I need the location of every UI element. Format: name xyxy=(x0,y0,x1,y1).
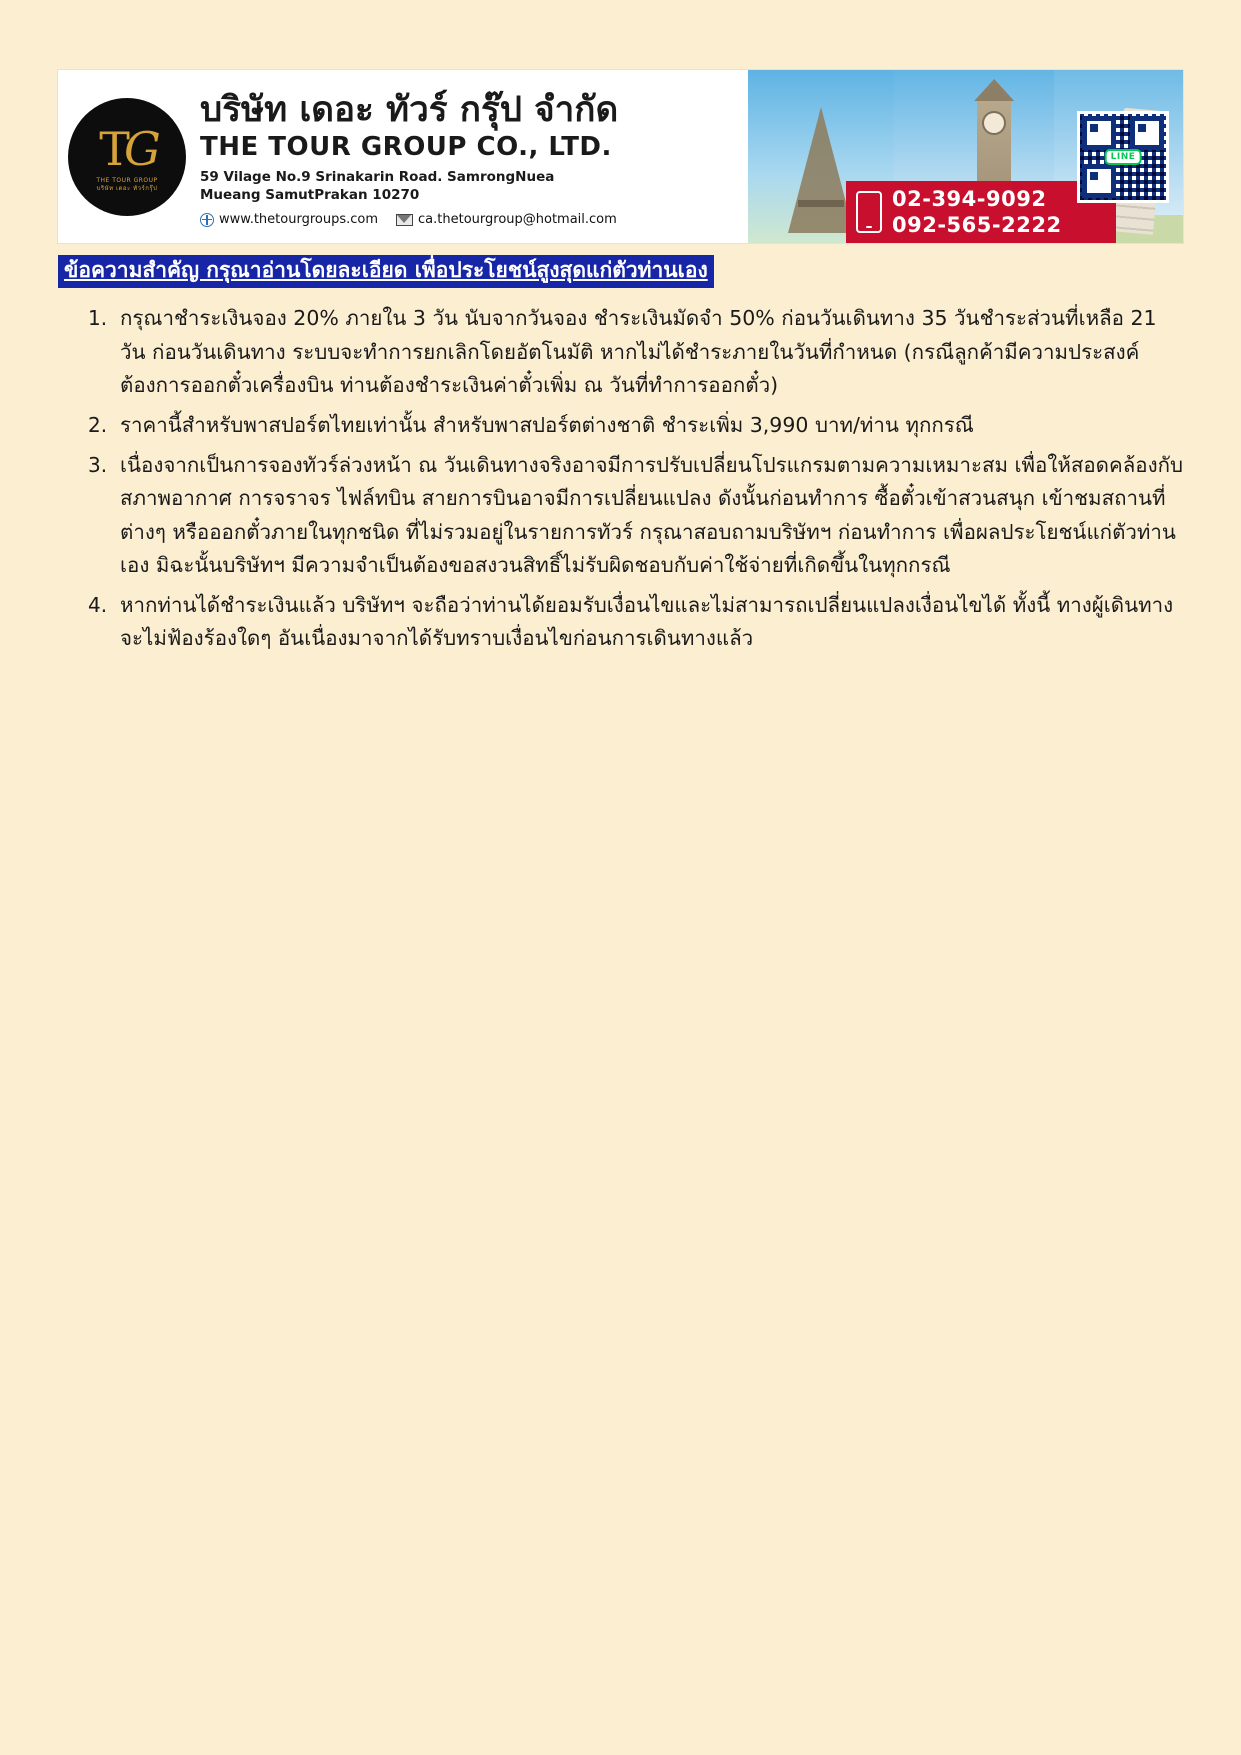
company-name-thai: บริษัท เดอะ ทัวร์ กรุ๊ป จำกัด xyxy=(200,89,619,130)
company-identity-block xyxy=(58,70,748,243)
logo-subtext-th: บริษัท เดอะ ทัวร์กรุ๊ป xyxy=(96,185,158,192)
logo-subtext-en: THE TOUR GROUP xyxy=(96,176,158,184)
line-qr-code[interactable] xyxy=(1077,111,1169,203)
company-contact-row xyxy=(200,212,618,227)
notice-title: ข้อความสำคัญ กรุณาอ่านโดยละเอียด เพื่อประโยชน์สูงสุดแก่ตัวท่านเอง xyxy=(58,255,714,288)
qr-code-pattern xyxy=(1080,114,1166,200)
company-logo xyxy=(68,98,186,216)
list-item: กรุณาชำระเงินจอง 20% ภายใน 3 วัน นับจากวันจอง ชำระเงินมัดจำ 50% ก่อนวันเดินทาง 35 วันชำระส่วนที่เหลือ 21 วัน ก่อนวันเดินทาง ระบบจะทำการยกเลิกโดยอัตโนมัติ หากไม่ได้ชำระภายในวันที่กำหนด (กรณีลูกค้ามีความประสงค์ต้องการออกตั๋วเครื่องบิน ท่านต้องชำระเงินค่าตั๋วเพิ่ม ณ วันที่ทำการออกตั๋ว) xyxy=(120,306,1157,397)
line-badge-label: LINE xyxy=(1105,149,1142,165)
company-website[interactable]: www.thetourgroups.com xyxy=(219,212,379,228)
globe-icon xyxy=(200,213,214,227)
company-text-block xyxy=(200,86,618,228)
qr-eye-bottom-left xyxy=(1082,164,1116,198)
logo-monogram: TG xyxy=(99,121,155,176)
logo-subtext xyxy=(96,177,157,193)
qr-eye-top-left xyxy=(1082,116,1116,150)
company-address-line2: Mueang SamutPrakan 10270 xyxy=(200,187,420,204)
list-item: หากท่านได้ชำระเงินแล้ว บริษัทฯ จะถือว่าท่านได้ยอมรับเงื่อนไขและไม่สามารถเปลี่ยนแปลงเงื่อนไขได้ ทั้งนี้ ทางผู้เดินทางจะไม่ฟ้องร้องใดๆ อันเนื่องมาจากได้รับทราบเงื่อนไขก่อนการเดินทางแล้ว xyxy=(120,592,1174,651)
list-item: ราคานี้สำหรับพาสปอร์ตไทยเท่านั้น สำหรับพาสปอร์ตต่างชาติ ชำระเพิ่ม 3,990 บาท/ท่าน ทุกกรณี xyxy=(120,412,974,437)
banner-photo-strip xyxy=(748,70,1183,243)
notice-list xyxy=(58,302,1188,655)
company-address-line1: 59 Vilage No.9 Srinakarin Road. SamrongNuea xyxy=(200,168,555,185)
company-header-banner xyxy=(58,70,1183,243)
notice-section xyxy=(58,255,1188,662)
mobile-phone-icon xyxy=(856,191,882,233)
phone-number-secondary: 092-565-2222 xyxy=(892,213,1062,237)
company-address xyxy=(200,168,618,204)
company-email[interactable]: ca.thetourgroup@hotmail.com xyxy=(418,212,617,228)
phone-contact-box xyxy=(846,181,1116,243)
company-name-english: THE TOUR GROUP CO., LTD. xyxy=(200,131,612,162)
phone-number-primary: 02-394-9092 xyxy=(892,186,1047,211)
mail-icon xyxy=(396,214,413,226)
list-item: เนื่องจากเป็นการจองทัวร์ล่วงหน้า ณ วันเดินทางจริงอาจมีการปรับเปลี่ยนโปรแกรมตามความเหมาะสม เพื่อให้สอดคล้องกับสภาพอากาศ การจราจร ไฟล์ทบิน สายการบินอาจมีการเปลี่ยนแปลง ดังนั้นก่อนทำการ ซื้อตั๋วเข้าสวนสนุก เข้าชมสถานที่ต่างๆ หรือออกตั๋วภายในทุกชนิด ที่ไม่รวมอยู่ในรายการทัวร์ กรุณาสอบถามบริษัทฯ ก่อนทำการ เพื่อผลประโยชน์แก่ตัวท่านเอง มิฉะนั้นบริษัทฯ มีความจำเป็นต้องขอสงวนสิทธิ์ไม่รับผิดชอบกับค่าใช้จ่ายที่เกิดขึ้นในทุกกรณี xyxy=(120,453,1184,577)
qr-eye-top-right xyxy=(1130,116,1164,150)
phone-numbers xyxy=(892,186,1062,239)
